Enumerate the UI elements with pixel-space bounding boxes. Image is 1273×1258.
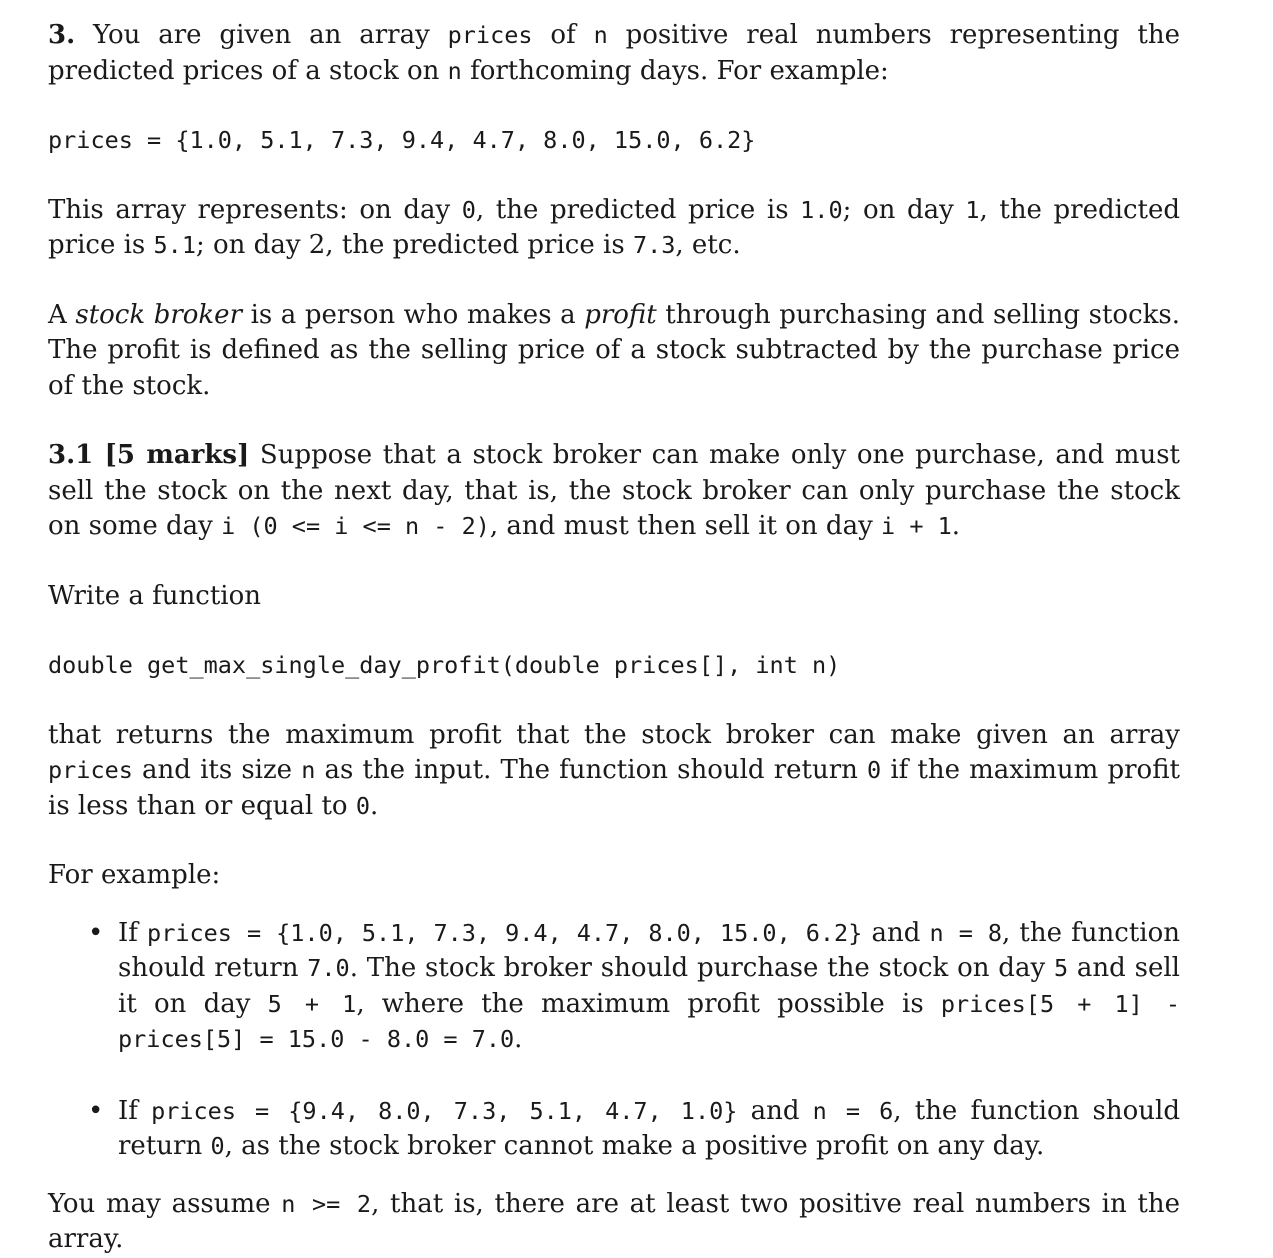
bullet-icon: •	[88, 917, 104, 948]
question-number: 3.	[48, 20, 76, 50]
broker-definition: A stock broker is a person who makes a profit through purchasing and selling stocks. The profit is defined as the selling price of a stock subtracted by the purchase price of the stock.	[48, 299, 1180, 401]
subquestion-label: 3.1 [5 marks]	[48, 440, 250, 470]
example-array-code: prices = {1.0, 5.1, 7.3, 9.4, 4.7, 8.0, 15.0, 6.2}	[48, 126, 756, 154]
write-function-text: Write a function	[48, 580, 262, 611]
example-list	[48, 916, 1180, 1165]
return-description: that returns the maximum profit that the stock broker can make given an array prices and its size n as the input. The function should return 0 if the maximum profit is less than or equal to 0.	[48, 719, 1180, 821]
subquestion-3-1: 3.1 [5 marks] Suppose that a stock broker can make only one purchase, and must sell the stock on the next day, that is, the stock broker can only purchase the stock on some day i (0 <= i <= n - 2), and must then sell it on day i + 1.	[48, 440, 1180, 541]
function-signature: double get_max_single_day_profit(double prices[], int n)	[48, 651, 841, 679]
question-document	[48, 18, 1180, 1258]
for-example-heading: For example:	[48, 860, 221, 890]
array-explanation: This array represents: on day 0, the predicted price is 1.0; on day 1, the predicted price is 5.1; on day 2, the predicted price is 7.3, etc.	[48, 194, 1180, 260]
list-item: • If prices = {1.0, 5.1, 7.3, 9.4, 4.7, 8.0, 15.0, 6.2} and n = 8, the function should return 7.0. The stock broker should purchase the stock on day 5 and sell it on day 5 + 1, where the maximum profit possible is prices[5 + 1] - prices[5] = 15.0 - 8.0 = 7.0.	[88, 917, 1180, 1054]
question-intro: 3. You are given an array prices of n positive real numbers representing the predicted prices of a stock on n forthcoming days. For example:	[48, 20, 1180, 86]
assumption-text: You may assume n >= 2, that is, there are at least two positive real numbers in the array.	[48, 1188, 1180, 1254]
bullet-icon: •	[88, 1095, 104, 1126]
list-item: • If prices = {9.4, 8.0, 7.3, 5.1, 4.7, 1.0} and n = 6, the function should return 0, as the stock broker cannot make a positive profit on any day.	[88, 1095, 1180, 1161]
